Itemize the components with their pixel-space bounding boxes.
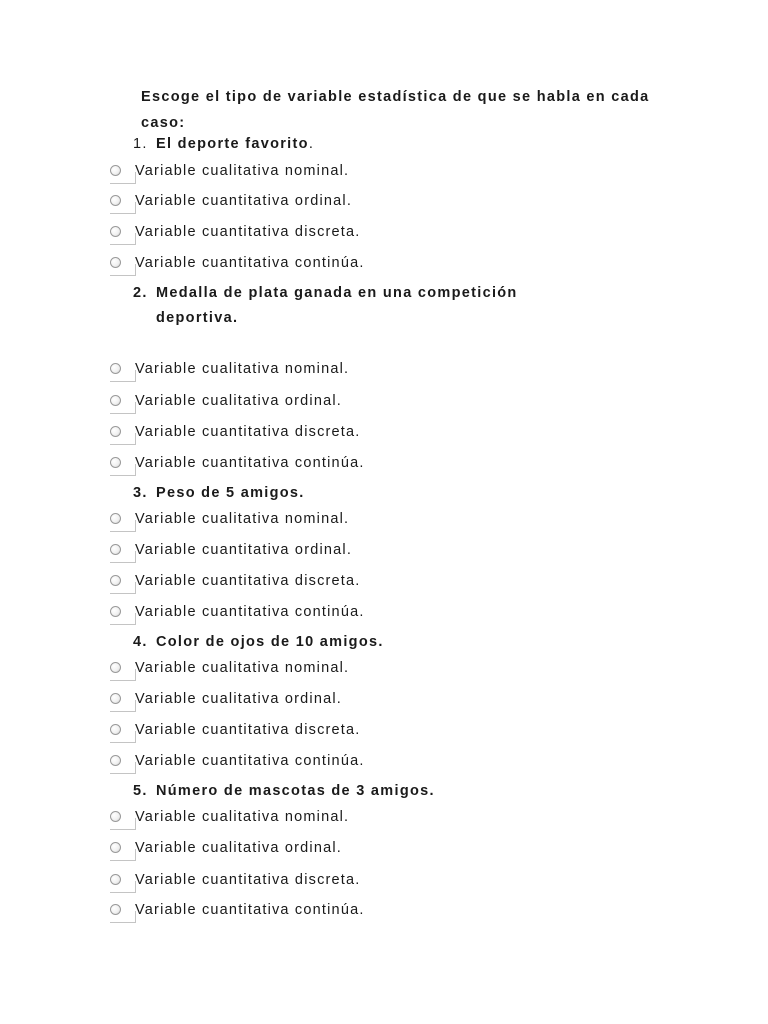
radio-button-icon[interactable] bbox=[108, 451, 135, 475]
radio-button-icon[interactable] bbox=[108, 159, 135, 183]
question-5-option-1[interactable] bbox=[108, 805, 349, 829]
radio-button-icon[interactable] bbox=[108, 836, 135, 860]
question-2-option-3[interactable] bbox=[108, 420, 361, 444]
question-4-option-2[interactable] bbox=[108, 687, 342, 711]
option-label: Variable cuantitativa discreta. bbox=[135, 224, 361, 240]
question-number: 3. bbox=[133, 485, 148, 501]
option-label: Variable cualitativa nominal. bbox=[135, 511, 350, 527]
option-label: Variable cuantitativa discreta. bbox=[135, 573, 361, 589]
radio-button-icon[interactable] bbox=[108, 507, 135, 531]
option-label: Variable cuantitativa ordinal. bbox=[135, 542, 353, 558]
option-label: Variable cualitativa ordinal. bbox=[135, 840, 343, 856]
option-label: Variable cualitativa ordinal. bbox=[135, 691, 343, 707]
question-2-option-2[interactable] bbox=[108, 389, 342, 413]
question-3-option-3[interactable] bbox=[108, 569, 361, 593]
question-4-title bbox=[133, 630, 384, 655]
option-label: Variable cualitativa ordinal. bbox=[135, 393, 343, 409]
question-2-option-4[interactable] bbox=[108, 451, 365, 475]
question-text-line2: deportiva. bbox=[156, 310, 239, 326]
question-text: Número de mascotas de 3 amigos. bbox=[156, 783, 435, 799]
question-3-option-2[interactable] bbox=[108, 538, 352, 562]
question-4-option-3[interactable] bbox=[108, 718, 361, 742]
option-label: Variable cuantitativa continúa. bbox=[135, 255, 365, 271]
option-label: Variable cualitativa nominal. bbox=[135, 361, 350, 377]
question-5-option-2[interactable] bbox=[108, 836, 342, 860]
option-label: Variable cuantitativa discreta. bbox=[135, 722, 361, 738]
option-label: Variable cuantitativa continúa. bbox=[135, 753, 365, 769]
instructions-text: Escoge el tipo de variable estadística de que se habla en cada caso: bbox=[141, 89, 650, 131]
question-4-option-1[interactable] bbox=[108, 656, 349, 680]
question-2-title bbox=[133, 281, 518, 331]
question-number: 5. bbox=[133, 783, 148, 799]
radio-button-icon[interactable] bbox=[108, 357, 135, 381]
question-5-option-4[interactable] bbox=[108, 898, 365, 922]
question-1-title bbox=[133, 132, 314, 157]
radio-button-icon[interactable] bbox=[108, 898, 135, 922]
option-label: Variable cuantitativa ordinal. bbox=[135, 193, 353, 209]
question-number: 4. bbox=[133, 634, 148, 650]
question-1-option-2[interactable] bbox=[108, 189, 352, 213]
option-label: Variable cuantitativa discreta. bbox=[135, 872, 361, 888]
option-label: Variable cuantitativa continúa. bbox=[135, 902, 365, 918]
option-label: Variable cuantitativa discreta. bbox=[135, 424, 361, 440]
radio-button-icon[interactable] bbox=[108, 805, 135, 829]
question-5-title bbox=[133, 779, 435, 804]
radio-button-icon[interactable] bbox=[108, 189, 135, 213]
radio-button-icon[interactable] bbox=[108, 687, 135, 711]
radio-button-icon[interactable] bbox=[108, 749, 135, 773]
question-number: 2. bbox=[133, 285, 148, 301]
radio-button-icon[interactable] bbox=[108, 538, 135, 562]
question-3-option-4[interactable] bbox=[108, 600, 365, 624]
option-label: Variable cuantitativa continúa. bbox=[135, 604, 365, 620]
question-3-title bbox=[133, 481, 305, 506]
question-1-option-3[interactable] bbox=[108, 220, 361, 244]
radio-button-icon[interactable] bbox=[108, 569, 135, 593]
question-3-option-1[interactable] bbox=[108, 507, 349, 531]
question-text: El deporte favorito bbox=[156, 136, 309, 152]
question-2-option-1[interactable] bbox=[108, 357, 349, 381]
question-1-option-4[interactable] bbox=[108, 251, 365, 275]
radio-button-icon[interactable] bbox=[108, 220, 135, 244]
question-text: Medalla de plata ganada en una competición bbox=[156, 285, 518, 301]
radio-button-icon[interactable] bbox=[108, 420, 135, 444]
question-4-option-4[interactable] bbox=[108, 749, 365, 773]
question-1-option-1[interactable] bbox=[108, 159, 349, 183]
radio-button-icon[interactable] bbox=[108, 868, 135, 892]
radio-button-icon[interactable] bbox=[108, 389, 135, 413]
question-5-option-3[interactable] bbox=[108, 868, 361, 892]
question-suffix: . bbox=[308, 136, 315, 152]
radio-button-icon[interactable] bbox=[108, 251, 135, 275]
question-text: Color de ojos de 10 amigos. bbox=[156, 634, 384, 650]
question-number: 1. bbox=[133, 136, 148, 152]
option-label: Variable cualitativa nominal. bbox=[135, 660, 350, 676]
option-label: Variable cuantitativa continúa. bbox=[135, 455, 365, 471]
option-label: Variable cualitativa nominal. bbox=[135, 163, 350, 179]
radio-button-icon[interactable] bbox=[108, 656, 135, 680]
option-label: Variable cualitativa nominal. bbox=[135, 809, 350, 825]
question-text: Peso de 5 amigos. bbox=[156, 485, 305, 501]
radio-button-icon[interactable] bbox=[108, 600, 135, 624]
radio-button-icon[interactable] bbox=[108, 718, 135, 742]
